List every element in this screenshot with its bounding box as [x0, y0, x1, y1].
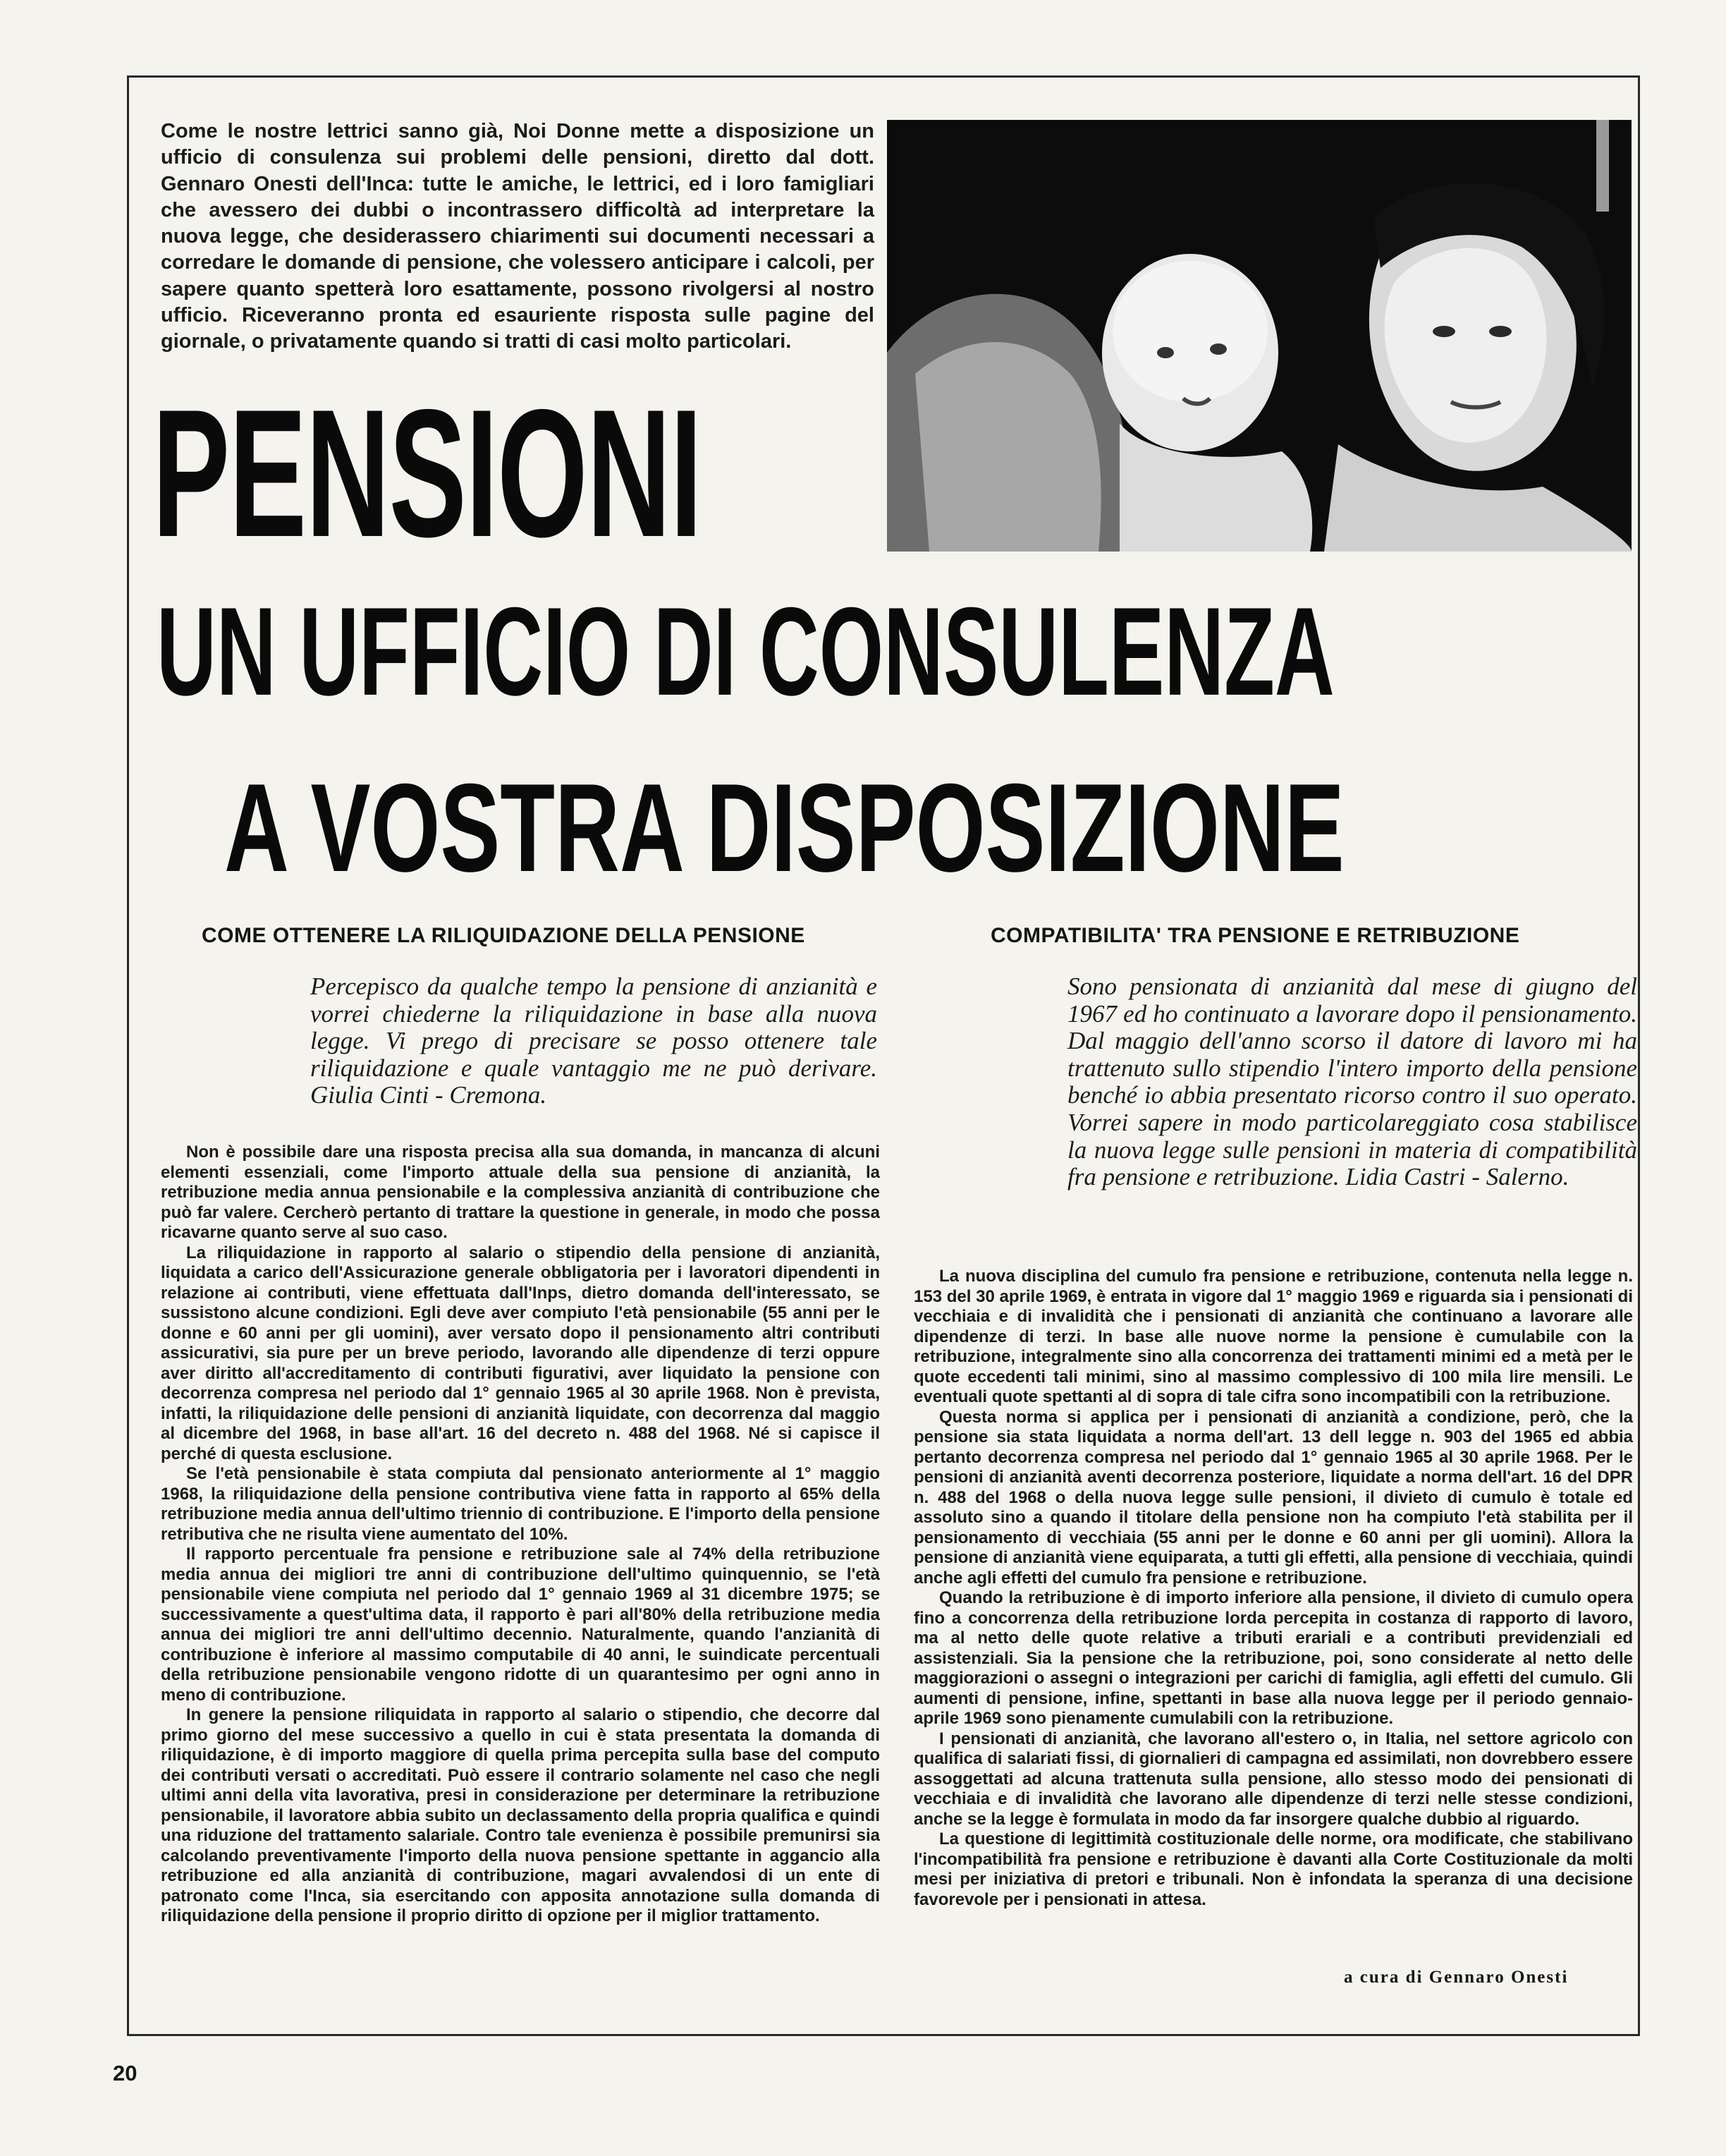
- photo-illustration: [887, 120, 1632, 552]
- headline-line-2: A VOSTRA DISPOSIZIONE: [224, 757, 1345, 898]
- left-paragraph: La riliquidazione in rapporto al salario o stipendio della pensione di anzianità, liquidata a carico dell'Assicurazione generale obbligatoria per i lavoratori dipendenti in relazione ai contributi, viene effettuata dall'Inps, dietro domanda dell'interessato, se sussistono alcune condizioni. Egli deve aver compiuto l'età pensionabile (55 anni per le donne e 60 anni per gli uomini), aver versato dopo il pensionamento altri contributi assicurativi, sia pure per un breve periodo, lavorando alle dipendenze di terzi oppure aver diritto all'accreditamento di contributi figurativi, aver liquidato la pensione con decorrenza compresa nel periodo dal 1° gennaio 1965 al 30 aprile 1968. Non è prevista, infatti, la riliquidazione delle pensioni di anzianità liquidate, con decorrenza dal maggio al dicembre del 1968, in base all'art. 16 del decreto n. 488 del 1968. Né si capisce il perché di questa esclusione.: [161, 1243, 880, 1463]
- left-paragraph: Non è possibile dare una risposta precisa alla sua domanda, in mancanza di alcuni elementi essenziali, come l'importo attuale della sua pensione di anzianità, la retribuzione media annua pensionabile e la complessiva anzianità di contribuzione che può far valere. Cercherò pertanto di trattare la questione in generale, in modo che possa ricavarne quanto serve al suo caso.: [161, 1143, 880, 1242]
- left-answer: [161, 1143, 880, 1927]
- right-paragraph: Questa norma si applica per i pensionati di anzianità a condizione, però, che la pensione sia stata liquidata a norma dell'art. 13 dell legge n. 903 del 1965 ed abbia pertanto decorrenza compresa nel periodo dal 1° gennaio 1965 al 30 aprile 1968. Per le pensioni di anzianità aventi decorrenza posteriore, liquidate a norma dell'art. 16 del DPR n. 488 del 1968 o della nuova legge sulle pensioni, il divieto di cumulo è totale ed assoluto sino a quando il titolare della pensione non ha compiuto l'età stabilita per il pensionamento di vecchiaia (55 anni per le donne e 60 anni per gli uomini). Allora la pensione di anzianità viene equiparata, a tutti gli effetti, alla pensione di vecchiaia, quindi anche agli effetti del cumulo fra pensione e retribuzione.: [914, 1407, 1633, 1588]
- headline-title: PENSIONI: [152, 371, 702, 575]
- right-paragraph: Quando la retribuzione è di importo inferiore alla pensione, il divieto di cumulo opera fino a concorrenza della retribuzione lorda percepita in costanza di rapporto di lavoro, ma al netto delle quote relative a tributi erariali e a contributi previdenziali ed assistenziali. Sia la pensione che la retribuzione, poi, sono considerate al netto delle maggiorazioni o assegni o integrazioni per carichi di famiglia, agli effetti del cumulo. Gli aumenti di pensione, infine, spettanti in base alla nuova legge per il periodo gennaio-aprile 1969 sono pienamente cumulabili con la retribuzione.: [914, 1588, 1633, 1728]
- left-question: Percepisco da qualche tempo la pensione di anzianità e vorrei chiederne la riliquidazione in base alla nuova legge. Vi prego di precisare se posso ottenere tale riliquidazione e quale vantaggio me ne può derivare. Giulia Cinti - Cremona.: [310, 973, 877, 1109]
- right-paragraph: I pensionati di anzianità, che lavorano all'estero o, in Italia, nel settore agricolo con qualifica di salariati fissi, di giornalieri di campagna ed assimilati, non dovrebbero essere assoggettati ad alcuna trattenuta sulla pensione, allo stesso modo dei pensionati di vecchiaia e di invalidità che lavorano alle dipendenze di terzi nelle stesse condizioni, anche se la legge è formulata in modo da far insorgere qualche dubbio al riguardo.: [914, 1729, 1633, 1829]
- mother-and-baby-photo: [887, 120, 1632, 552]
- right-paragraph: La nuova disciplina del cumulo fra pensione e retribuzione, contenuta nella legge n. 153 del 30 aprile 1969, è entrata in vigore dal 1° maggio 1969 e riguarda sia i pensionati di vecchiaia e di invalidità che i pensionati di anzianità che continuano a lavorare alle dipendenze di terzi. In base alle nuove norme la pensione è cumulabile con la retribuzione, integralmente sino alla concorrenza dei trattamenti minimi ed a metà per le quote eccedenti tali minimi, sino al massimo complessivo di 100 mila lire mensili. Le eventuali quote spettanti al di sopra di tale cifra sono incompatibili con la retribuzione.: [914, 1267, 1633, 1406]
- left-paragraph: Il rapporto percentuale fra pensione e retribuzione sale al 74% della retribuzione media annua dei migliori tre anni di contribuzione dell'ultimo quinquennio, se l'età pensionabile viene compiuta nel periodo dal 1° gennaio 1969 al 31 dicembre 1975; se successivamente a quest'ultima data, il rapporto è pari all'80% della retribuzione media annua dei migliori tre anni dell'ultimo decennio. Naturalmente, quando l'anzianità di contribuzione è inferiore al massimo computabile di 40 anni, le suindicate percentuali della retribuzione pensionabile vengono ridotte di un quarantesimo per ogni anno in meno di contribuzione.: [161, 1545, 880, 1705]
- intro-paragraph: Come le nostre lettrici sanno già, Noi Donne mette a disposizione un ufficio di consulenza sui problemi delle pensioni, diretto dal dott. Gennaro Onesti dell'Inca: tutte le amiche, le lettrici, ed i loro famigliari che avessero dei dubbi o incontrassero difficoltà ad interpretare la nuova legge, che desiderassero chiarimenti sui documenti necessari a corredare le domande di pensione, che volessero anticipare i calcoli, per sapere quanto spetterà loro esattamente, possono rivolgersi al nostro ufficio. Riceveranno pronta ed esauriente risposta sulle pagine del giornale, o privatamente quando si tratti di casi molto particolari.: [161, 120, 874, 353]
- left-paragraph: In genere la pensione riliquidata in rapporto al salario o stipendio, che decorre dal primo giorno del mese successivo a quello in cui è stata presentata la domanda di riliquidazione, è di importo maggiore di quella prima percepita sulla base del computo dei contributi versati o accreditati. Può essere il contrario solamente nel caso che negli ultimi anni della vita lavorativa, presi in considerazione per determinare la retribuzione pensionabile, il lavoratore abbia subito un declassamento della propria qualifica e quindi una riduzione del trattamento salariale. Contro tale evenienza è possibile premunirsi sia calcolando preventivamente l'importo della nuova pensione spettante in aggancio alla retribuzione ed alla anzianità di contribuzione, magari avvalendosi di un ente di patronato come l'Inca, sia esercitando con apposita annotazione sulla domanda di riliquidazione della pensione il proprio diritto di opzione per il miglior trattamento.: [161, 1705, 880, 1925]
- right-paragraph: La questione di legittimità costituzionale delle norme, ora modificate, che stabilivano l'incompatibilità fra pensione e retribuzione è davanti alla Corte Costituzionale da molti mesi per iniziativa di pretori e tribunali. Non è infondata la speranza di una decisione favorevole per i pensionati in attesa.: [914, 1829, 1633, 1909]
- right-answer: [914, 1267, 1633, 1910]
- right-question: Sono pensionata di anzianità dal mese di giugno del 1967 ed ho continuato a lavorare dopo il pensionamento. Dal maggio dell'anno scorso il datore di lavoro mi ha trattenuto sullo stipendio l'intero importo della pensione benché io abbia presentato ricorso contro il suo operato. Vorrei sapere in modo particolareggiato cosa stabilisce la nuova legge sulle pensioni in materia di compatibilità fra pensione e retribuzione. Lidia Castri - Salerno.: [1067, 973, 1637, 1191]
- left-column-heading: COME OTTENERE LA RILIQUIDAZIONE DELLA PENSIONE: [202, 924, 805, 947]
- right-column-heading: COMPATIBILITA' TRA PENSIONE E RETRIBUZIONE: [991, 924, 1520, 947]
- page-number: 20: [113, 2061, 137, 2085]
- headline-line-1: UN UFFICIO DI CONSULENZA: [157, 581, 1335, 721]
- author-signature: a cura di Gennaro Onesti: [1344, 1968, 1569, 1987]
- left-paragraph: Se l'età pensionabile è stata compiuta dal pensionato anteriormente al 1° maggio 1968, la riliquidazione della pensione contributiva viene fatta in rapporto al 65% della retribuzione media annua dell'ultimo triennio di contribuzione. E l'importo della pensione retributiva che ne risulta viene aumentato del 10%.: [161, 1464, 880, 1544]
